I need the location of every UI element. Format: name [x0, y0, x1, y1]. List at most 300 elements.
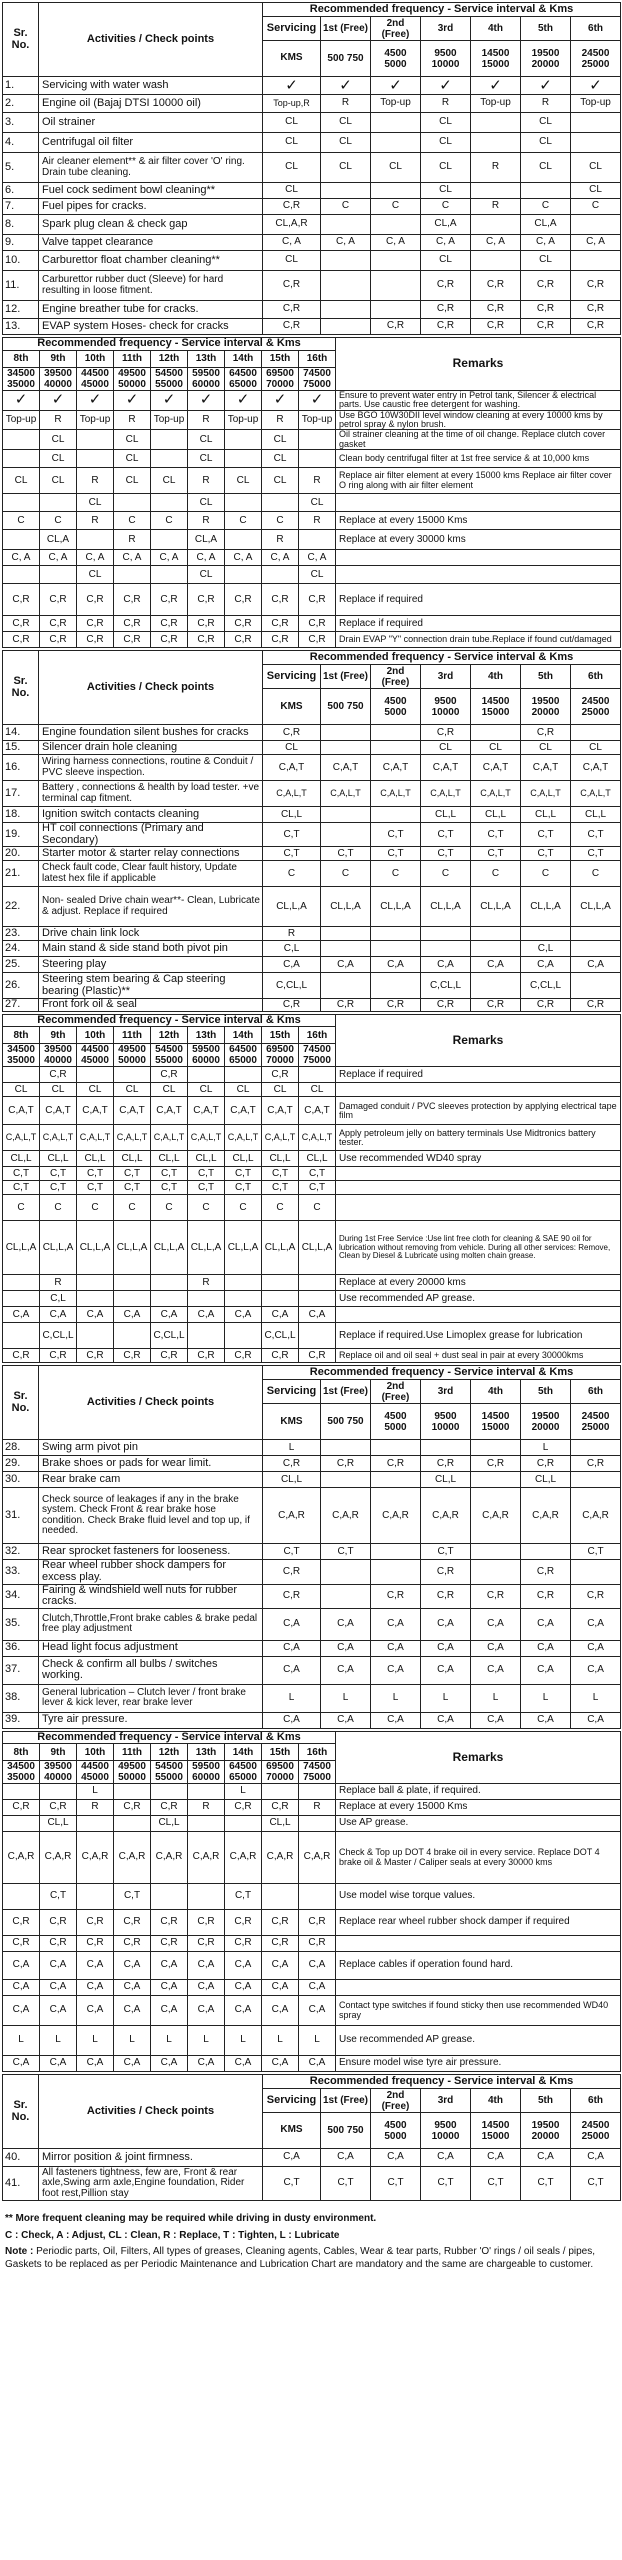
schedule-cell: C,R: [263, 199, 321, 215]
schedule-cell: CL,L: [262, 1151, 299, 1167]
remark-text: Replace if required: [336, 616, 621, 632]
schedule-cell: C,A: [571, 957, 621, 973]
table-row: [3, 1067, 621, 1083]
service-col-header: 9th: [40, 1027, 77, 1044]
schedule-cell: C,R: [3, 632, 40, 648]
kms-value: 74500 75000: [299, 1761, 336, 1784]
table-row: [3, 887, 621, 927]
schedule-cell: CL: [114, 450, 151, 468]
service-col-header: 8th: [3, 1027, 40, 1044]
schedule-cell: Top-up: [571, 95, 621, 113]
schedule-cell: L: [3, 2026, 40, 2056]
schedule-cell: CL: [299, 1083, 336, 1097]
schedule-cell: ✓: [371, 77, 421, 95]
schedule-cell: [151, 1784, 188, 1800]
kms-value: 24500 25000: [571, 41, 621, 77]
kms-value: 24500 25000: [571, 2113, 621, 2149]
schedule-cell: C,A,L,T: [262, 1125, 299, 1151]
service-col-header: 5th: [521, 2089, 571, 2113]
schedule-cell: C,A: [299, 1307, 336, 1323]
schedule-cell: ✓: [188, 390, 225, 410]
schedule-cell: [521, 183, 571, 199]
sr-number: 31.: [3, 1488, 39, 1544]
schedule-cell: R: [40, 410, 77, 430]
schedule-cell: C,T: [471, 2167, 521, 2201]
kms-value: 500 750: [321, 41, 371, 77]
schedule-cell: C,R: [571, 301, 621, 319]
table-row: [3, 1936, 621, 1952]
schedule-cell: [299, 450, 336, 468]
schedule-cell: CL,L: [77, 1151, 114, 1167]
schedule-cell: [321, 319, 371, 335]
schedule-cell: [571, 113, 621, 133]
schedule-cell: C,A: [299, 2056, 336, 2072]
schedule-cell: C,T: [321, 847, 371, 861]
schedule-cell: C,A: [40, 2056, 77, 2072]
schedule-cell: [77, 1275, 114, 1291]
schedule-cell: [114, 1275, 151, 1291]
remark-text: Contact type switches if found sticky then use recommended WD40 spray: [336, 1996, 621, 2026]
schedule-cell: L: [225, 1784, 262, 1800]
schedule-cell: [321, 941, 371, 957]
schedule-cell: C,A: [521, 957, 571, 973]
sr-header: Sr. No.: [3, 1366, 39, 1440]
schedule-cell: [321, 1584, 371, 1608]
schedule-cell: C,R: [371, 999, 421, 1012]
kms-value: 54500 55000: [151, 1044, 188, 1067]
activity-text: Main stand & side stand both pivot pin: [39, 941, 263, 957]
schedule-cell: C,A: [114, 2056, 151, 2072]
schedule-cell: [77, 1323, 114, 1349]
schedule-cell: C,A,T: [114, 1097, 151, 1125]
schedule-cell: C: [521, 861, 571, 887]
schedule-cell: C,A: [371, 1608, 421, 1640]
schedule-cell: C,A: [262, 1952, 299, 1980]
kms-value: 34500 35000: [3, 367, 40, 390]
schedule-cell: [40, 494, 77, 512]
schedule-cell: CL: [3, 468, 40, 494]
kms-value: 14500 15000: [471, 41, 521, 77]
table-row: [3, 725, 621, 741]
schedule-cell: C,R: [299, 1910, 336, 1936]
remark-text: Apply petroleum jelly on battery terminals Use Midtronics battery tester.: [336, 1125, 621, 1151]
schedule-cell: C: [299, 1195, 336, 1221]
kms-header: KMS: [263, 2113, 321, 2149]
table-row: [3, 494, 621, 512]
kms-value: 64500 65000: [225, 1761, 262, 1784]
remark-text: Replace at every 15000 Kms: [336, 1800, 621, 1816]
schedule-cell: C,T: [371, 823, 421, 847]
schedule-cell: ✓: [40, 390, 77, 410]
kms-value: 34500 35000: [3, 1044, 40, 1067]
activity-text: HT coil connections (Primary and Secondary): [39, 823, 263, 847]
kms-value: 14500 15000: [471, 2113, 521, 2149]
frequency-header: Recommended frequency - Service interval & Kms: [3, 1731, 336, 1744]
schedule-cell: C,A: [40, 1952, 77, 1980]
activity-text: Fairing & windshield well nuts for rubber cracks.: [39, 1584, 263, 1608]
schedule-cell: CL: [3, 1083, 40, 1097]
schedule-cell: R: [263, 927, 321, 941]
schedule-cell: C,A: [225, 1307, 262, 1323]
service-col-header: 3rd: [421, 2089, 471, 2113]
service-col-header: 13th: [188, 1027, 225, 1044]
schedule-cell: C,R: [321, 1456, 371, 1472]
schedule-cell: C,A: [188, 1996, 225, 2026]
sr-number: 11.: [3, 271, 39, 301]
schedule-cell: C,R: [263, 1560, 321, 1584]
schedule-cell: [3, 1067, 40, 1083]
kms-value: 44500 45000: [77, 1761, 114, 1784]
table-row: [3, 2167, 621, 2201]
service-col-header: 6th: [571, 1380, 621, 1404]
table-row: [3, 1832, 621, 1884]
table-row: [3, 2056, 621, 2072]
table-row: [3, 1996, 621, 2026]
service-col-header: 5th: [521, 17, 571, 41]
schedule-cell: [371, 1544, 421, 1560]
schedule-cell: C,A: [521, 1656, 571, 1684]
activity-text: Valve tappet clearance: [39, 235, 263, 251]
table-row: [3, 1275, 621, 1291]
schedule-cell: CL,L: [263, 807, 321, 823]
service-col-header: 4th: [471, 2089, 521, 2113]
schedule-cell: C: [40, 512, 77, 530]
schedule-cell: C: [471, 861, 521, 887]
schedule-cell: C,T: [299, 1167, 336, 1181]
activity-text: Clutch,Throttle,Front brake cables & brake pedal free play adjustment: [39, 1608, 263, 1640]
schedule-cell: C,A,R: [471, 1488, 521, 1544]
schedule-cell: Top-up: [77, 410, 114, 430]
kms-value: 9500 10000: [421, 1404, 471, 1440]
schedule-cell: C,R: [3, 1910, 40, 1936]
schedule-cell: C,R: [262, 1936, 299, 1952]
schedule-cell: C,R: [151, 1349, 188, 1363]
schedule-cell: C,A,L,T: [3, 1125, 40, 1151]
schedule-cell: [151, 566, 188, 584]
table-row: [3, 632, 621, 648]
schedule-cell: CL,A,R: [263, 215, 321, 235]
schedule-cell: C,A: [225, 2056, 262, 2072]
schedule-cell: C,A: [3, 2056, 40, 2072]
schedule-cell: [40, 566, 77, 584]
schedule-cell: CL: [188, 450, 225, 468]
schedule-cell: [371, 1472, 421, 1488]
schedule-cell: CL: [225, 1083, 262, 1097]
kms-value: 24500 25000: [571, 1404, 621, 1440]
kms-value: 54500 55000: [151, 1761, 188, 1784]
activity-header: Activities / Check points: [39, 651, 263, 725]
table-row: [3, 1323, 621, 1349]
schedule-cell: C,A,L,T: [114, 1125, 151, 1151]
sr-number: 37.: [3, 1656, 39, 1684]
schedule-cell: C,A: [151, 1952, 188, 1980]
schedule-cell: [151, 450, 188, 468]
schedule-cell: [77, 530, 114, 550]
schedule-cell: C,A: [371, 957, 421, 973]
schedule-cell: C,R: [421, 271, 471, 301]
schedule-cell: C,R: [40, 584, 77, 616]
schedule-cell: [151, 530, 188, 550]
schedule-cell: CL: [299, 494, 336, 512]
schedule-cell: CL,L: [421, 807, 471, 823]
schedule-cell: [114, 1291, 151, 1307]
schedule-cell: C,A: [421, 2149, 471, 2167]
kms-value: 9500 10000: [421, 689, 471, 725]
sr-number: 20.: [3, 847, 39, 861]
sr-number: 25.: [3, 957, 39, 973]
schedule-cell: C,R: [521, 319, 571, 335]
schedule-cell: C, A: [151, 550, 188, 566]
schedule-cell: [471, 113, 521, 133]
schedule-cell: [151, 1291, 188, 1307]
schedule-cell: C,T: [471, 823, 521, 847]
schedule-cell: R: [114, 530, 151, 550]
service-col-header: 2nd (Free): [371, 665, 421, 689]
service-col-header: 14th: [225, 1744, 262, 1761]
schedule-cell: L: [471, 1684, 521, 1712]
service-col-header: 13th: [188, 1744, 225, 1761]
remark-text: [336, 1083, 621, 1097]
schedule-cell: C,R: [263, 301, 321, 319]
schedule-cell: C,T: [151, 1181, 188, 1195]
schedule-cell: C,T: [77, 1167, 114, 1181]
schedule-cell: [299, 1067, 336, 1083]
activity-text: Carburettor float chamber cleaning**: [39, 251, 263, 271]
schedule-cell: R: [299, 468, 336, 494]
schedule-cell: CL,L: [263, 1472, 321, 1488]
sr-number: 27.: [3, 999, 39, 1012]
schedule-cell: C,T: [263, 847, 321, 861]
schedule-cell: [471, 973, 521, 999]
schedule-cell: [3, 1323, 40, 1349]
schedule-cell: C,A: [262, 2056, 299, 2072]
remark-text: Replace at every 30000 kms: [336, 530, 621, 550]
service-col-header: 14th: [225, 350, 262, 367]
sr-number: 7.: [3, 199, 39, 215]
schedule-cell: [151, 1275, 188, 1291]
sr-number: 22.: [3, 887, 39, 927]
schedule-cell: [471, 1440, 521, 1456]
service-col-header: 5th: [521, 1380, 571, 1404]
schedule-cell: [3, 1884, 40, 1910]
schedule-cell: L: [40, 2026, 77, 2056]
schedule-cell: [299, 1291, 336, 1307]
schedule-cell: CL: [263, 153, 321, 183]
schedule-cell: R: [188, 1800, 225, 1816]
schedule-cell: C,R: [262, 1910, 299, 1936]
schedule-cell: C,R: [371, 1456, 421, 1472]
schedule-cell: [3, 494, 40, 512]
kms-value: 64500 65000: [225, 1044, 262, 1067]
kms-value: 500 750: [321, 2113, 371, 2149]
schedule-cell: C,A,R: [299, 1832, 336, 1884]
legend: C : Check, A : Adjust, CL : Clean, R : Replace, T : Tighten, L : Lubricate: [5, 2229, 340, 2241]
schedule-cell: C,A,L,T: [521, 781, 571, 807]
schedule-cell: [571, 725, 621, 741]
schedule-cell: CL,L: [571, 807, 621, 823]
schedule-cell: C,A,L,T: [299, 1125, 336, 1151]
schedule-cell: [262, 566, 299, 584]
schedule-cell: C,R: [40, 1936, 77, 1952]
schedule-cell: CL,L: [3, 1151, 40, 1167]
remark-text: Use recommended AP grease.: [336, 2026, 621, 2056]
schedule-cell: [114, 1323, 151, 1349]
schedule-cell: C, A: [77, 550, 114, 566]
schedule-cell: C, A: [471, 235, 521, 251]
schedule-cell: L: [114, 2026, 151, 2056]
table-row: [3, 1656, 621, 1684]
remarks-header: Remarks: [336, 338, 621, 391]
schedule-cell: C,A: [521, 2149, 571, 2167]
schedule-cell: CL: [225, 468, 262, 494]
activity-text: General lubrication – Clutch lever / front brake lever & kick lever, rear brake lever: [39, 1684, 263, 1712]
activity-text: Rear brake cam: [39, 1472, 263, 1488]
schedule-cell: CL: [188, 430, 225, 450]
kms-value: 69500 70000: [262, 1044, 299, 1067]
schedule-cell: C,R: [188, 584, 225, 616]
schedule-cell: C,L: [263, 941, 321, 957]
schedule-cell: C,R: [40, 632, 77, 648]
schedule-cell: C,R: [299, 632, 336, 648]
schedule-cell: C,R: [421, 999, 471, 1012]
schedule-cell: CL: [421, 113, 471, 133]
schedule-cell: L: [77, 1784, 114, 1800]
remark-text: [336, 1195, 621, 1221]
table-row: [3, 1784, 621, 1800]
schedule-cell: [321, 215, 371, 235]
schedule-cell: R: [299, 512, 336, 530]
schedule-cell: L: [263, 1440, 321, 1456]
schedule-cell: CL,L,A: [225, 1221, 262, 1275]
schedule-cell: C,A: [263, 1712, 321, 1728]
schedule-cell: C,A,T: [421, 755, 471, 781]
schedule-cell: [571, 215, 621, 235]
schedule-cell: C,A: [262, 1980, 299, 1996]
table-row: [3, 781, 621, 807]
schedule-cell: [371, 113, 421, 133]
schedule-cell: C,A: [521, 1608, 571, 1640]
schedule-cell: ✓: [421, 77, 471, 95]
remark-text: Replace at every 15000 Kms: [336, 512, 621, 530]
service-col-header: 4th: [471, 17, 521, 41]
schedule-cell: C,R: [77, 1349, 114, 1363]
schedule-cell: CL,L,A: [114, 1221, 151, 1275]
schedule-cell: C,A,R: [371, 1488, 421, 1544]
schedule-cell: C,R: [371, 319, 421, 335]
schedule-cell: C,A: [40, 1307, 77, 1323]
service-col-header: 10th: [77, 1027, 114, 1044]
remark-text: Oil strainer cleaning at the time of oil change. Replace clutch cover gasket: [336, 430, 621, 450]
schedule-cell: C, A: [188, 550, 225, 566]
kms-value: 59500 60000: [188, 367, 225, 390]
table-row: [3, 410, 621, 430]
schedule-cell: CL,L: [421, 1472, 471, 1488]
schedule-cell: C,A: [40, 1996, 77, 2026]
schedule-cell: R: [421, 95, 471, 113]
schedule-cell: CL: [471, 741, 521, 755]
sr-number: 35.: [3, 1608, 39, 1640]
table-row: [3, 584, 621, 616]
schedule-cell: [262, 1275, 299, 1291]
schedule-cell: C,R: [571, 271, 621, 301]
schedule-cell: CL: [262, 430, 299, 450]
schedule-cell: [321, 823, 371, 847]
kms-value: 49500 50000: [114, 367, 151, 390]
schedule-cell: C,R: [521, 301, 571, 319]
schedule-cell: C,T: [40, 1884, 77, 1910]
schedule-cell: [571, 251, 621, 271]
schedule-cell: C,A: [471, 957, 521, 973]
remark-text: Use BGO 10W30DII level window cleaning at every 10000 kms by petrol spray & nylon brush.: [336, 410, 621, 430]
kms-value: 19500 20000: [521, 2113, 571, 2149]
schedule-cell: C,A: [263, 2149, 321, 2167]
schedule-cell: C,A: [571, 1656, 621, 1684]
sr-number: 15.: [3, 741, 39, 755]
schedule-cell: [471, 1560, 521, 1584]
schedule-cell: C,T: [114, 1884, 151, 1910]
schedule-cell: C,R: [40, 1067, 77, 1083]
kms-header: KMS: [263, 689, 321, 725]
servicing-header: Servicing: [263, 665, 321, 689]
schedule-cell: CL,A: [521, 215, 571, 235]
schedule-cell: CL: [40, 468, 77, 494]
remark-text: Check & Top up DOT 4 brake oil in every service. Replace DOT 4 brake oil & Master / Caliper seals at every 30000 kms: [336, 1832, 621, 1884]
schedule-cell: C,A: [321, 1640, 371, 1656]
service-col-header: 4th: [471, 1380, 521, 1404]
service-col-header: 10th: [77, 350, 114, 367]
schedule-cell: CL,L,A: [571, 887, 621, 927]
schedule-cell: C,A: [571, 1640, 621, 1656]
schedule-cell: [371, 301, 421, 319]
schedule-cell: [471, 183, 521, 199]
schedule-cell: CL: [114, 1083, 151, 1097]
table-row: [3, 1181, 621, 1195]
schedule-cell: C,CL,L: [263, 973, 321, 999]
activity-text: Engine foundation silent bushes for cracks: [39, 725, 263, 741]
schedule-cell: C,A,T: [225, 1097, 262, 1125]
activity-text: Silencer drain hole cleaning: [39, 741, 263, 755]
schedule-cell: C,T: [421, 2167, 471, 2201]
schedule-cell: C,A,R: [188, 1832, 225, 1884]
table-row: [3, 941, 621, 957]
sr-number: 32.: [3, 1544, 39, 1560]
schedule-cell: CL,L,A: [151, 1221, 188, 1275]
schedule-cell: [225, 530, 262, 550]
schedule-cell: C,T: [321, 1544, 371, 1560]
activity-text: Non- sealed Drive chain wear**- Clean, Lubricate & adjust. Replace if required: [39, 887, 263, 927]
schedule-cell: CL,L,A: [521, 887, 571, 927]
schedule-cell: C: [151, 512, 188, 530]
schedule-cell: C,R: [3, 1936, 40, 1952]
schedule-cell: C,A: [471, 1640, 521, 1656]
remark-text: Replace if required: [336, 584, 621, 616]
schedule-cell: C,R: [151, 1936, 188, 1952]
remark-text: Replace air filter element at every 15000 kms Replace air filter cover O ring along with air filter element: [336, 468, 621, 494]
schedule-cell: C,A: [471, 1608, 521, 1640]
sr-number: 28.: [3, 1440, 39, 1456]
schedule-cell: C,R: [3, 584, 40, 616]
remark-text: During 1st Free Service :Use lint free cloth for cleaning & SAE 90 oil for lubrication without removing from vehicle. During all other services: Remove, Clean by Diesel & Lubricate using molten chain grease.: [336, 1221, 621, 1275]
schedule-cell: Top-up: [299, 410, 336, 430]
activity-text: Mirror position & joint firmness.: [39, 2149, 263, 2167]
schedule-cell: CL: [262, 450, 299, 468]
schedule-cell: C,A: [188, 2056, 225, 2072]
table-row: [3, 1980, 621, 1996]
schedule-cell: C: [3, 1195, 40, 1221]
service-col-header: 1st (Free): [321, 1380, 371, 1404]
schedule-cell: C,A,L,T: [321, 781, 371, 807]
schedule-cell: C,A: [263, 1640, 321, 1656]
